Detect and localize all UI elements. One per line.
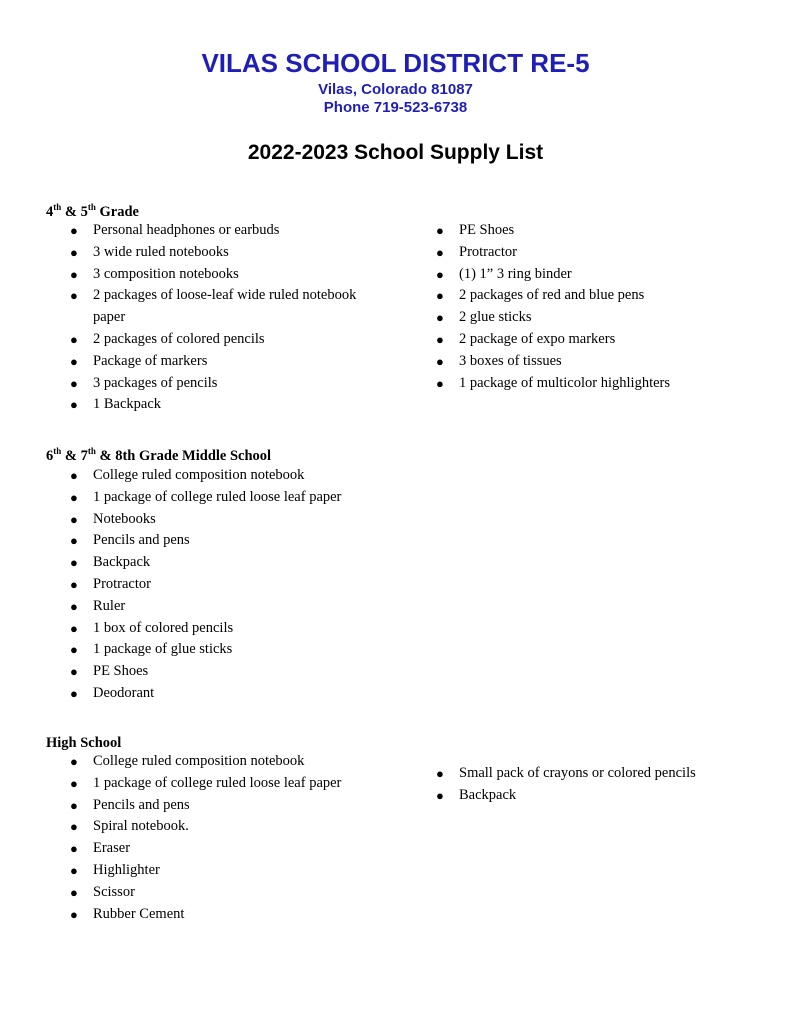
bullet-icon: ● xyxy=(436,288,444,304)
bullet-icon: ● xyxy=(70,841,78,857)
bullet-icon: ● xyxy=(70,223,78,238)
list-item: ● 2 packages of colored pencils xyxy=(70,329,390,351)
bullet-icon: ● xyxy=(70,468,78,483)
list-item: ● College ruled composition notebook xyxy=(70,465,390,487)
heading-superscript: th xyxy=(53,202,62,213)
bullet-icon: ● xyxy=(70,819,78,835)
list-item: ● 2 packages of loose-leaf wide ruled notebook paper xyxy=(70,287,357,326)
list-item: ● College ruled composition notebook xyxy=(70,751,390,773)
bullet-icon: ● xyxy=(436,266,444,282)
bullet-icon: ● xyxy=(70,288,78,304)
bullet-icon: ● xyxy=(70,555,78,571)
bullet-icon: ● xyxy=(70,620,78,636)
section-heading-high: High School xyxy=(46,735,122,751)
list-item: ● 2 glue sticks xyxy=(436,307,756,329)
page-title: 2022-2023 School Supply List xyxy=(247,141,544,164)
list-item: ● PE Shoes xyxy=(436,220,756,242)
list-item: ● 1 package of multicolor highlighters xyxy=(436,373,756,395)
bullet-icon: ● xyxy=(70,754,78,769)
list-item: ● Eraser xyxy=(70,838,390,860)
list-item: ● 1 package of college ruled loose leaf paper xyxy=(70,773,390,795)
list-item: ● Ruler xyxy=(70,596,390,618)
list-item: ● Package of markers xyxy=(70,351,390,373)
list-item: ● Pencils and pens xyxy=(70,795,390,817)
bullet-icon: ● xyxy=(70,244,78,260)
high-list-right xyxy=(436,763,756,807)
list-item: ● Personal headphones or earbuds xyxy=(70,220,390,242)
bullet-icon: ● xyxy=(436,375,444,391)
bullet-icon: ● xyxy=(70,533,78,549)
list-item: ● 3 wide ruled notebooks xyxy=(70,242,390,264)
list-item: ● 3 composition notebooks xyxy=(70,264,390,286)
bullet-icon: ● xyxy=(436,766,444,781)
bullet-icon: ● xyxy=(436,787,444,803)
district-phone: Phone 719-523-6738 xyxy=(323,99,468,116)
elementary-list-right xyxy=(436,220,756,394)
bullet-icon: ● xyxy=(70,266,78,282)
list-item: ● 1 Backpack xyxy=(70,394,390,416)
list-item: ● PE Shoes xyxy=(70,661,390,683)
high-list-left xyxy=(70,751,390,925)
bullet-icon: ● xyxy=(436,223,444,238)
section-heading-middle xyxy=(46,447,271,465)
bullet-icon: ● xyxy=(70,576,78,592)
bullet-icon: ● xyxy=(436,244,444,260)
list-item: ● Backpack xyxy=(436,785,756,807)
bullet-icon: ● xyxy=(70,664,78,680)
list-item: ● Protractor xyxy=(70,574,390,596)
list-item: ● 1 box of colored pencils xyxy=(70,618,390,640)
district-address: Vilas, Colorado 81087 xyxy=(318,81,473,98)
list-item: ● 3 packages of pencils xyxy=(70,373,390,395)
bullet-icon: ● xyxy=(70,685,78,701)
heading-text: 6 xyxy=(46,448,54,464)
list-item: ● Pencils and pens xyxy=(70,530,390,552)
list-item: ● Scissor xyxy=(70,882,390,904)
bullet-icon: ● xyxy=(70,884,78,900)
bullet-icon: ● xyxy=(70,598,78,614)
list-item: ● 2 packages of red and blue pens xyxy=(436,285,756,307)
bullet-icon: ● xyxy=(70,797,78,813)
middle-list xyxy=(70,465,390,705)
list-item: ● Small pack of crayons or colored pencils xyxy=(436,763,756,785)
bullet-icon: ● xyxy=(70,397,78,413)
bullet-icon: ● xyxy=(70,375,78,391)
heading-superscript: th xyxy=(87,446,96,457)
list-item: ● Highlighter xyxy=(70,860,390,882)
list-item: ● 1 package of college ruled loose leaf paper xyxy=(70,487,390,509)
list-item: ● 1 package of glue sticks xyxy=(70,639,390,661)
list-item: ● Rubber Cement xyxy=(70,904,390,926)
heading-text: & 5 xyxy=(61,204,88,220)
list-item: ● Spiral notebook. xyxy=(70,816,390,838)
bullet-icon: ● xyxy=(436,331,444,347)
list-item: ● Notebooks xyxy=(70,509,390,531)
bullet-icon: ● xyxy=(70,489,78,505)
bullet-icon: ● xyxy=(70,642,78,658)
heading-superscript: th xyxy=(53,446,62,457)
bullet-icon: ● xyxy=(70,511,78,527)
elementary-list-left xyxy=(70,220,390,416)
bullet-icon: ● xyxy=(70,331,78,347)
list-item: ● 2 package of expo markers xyxy=(436,329,756,351)
heading-text: & 8th Grade Middle School xyxy=(95,448,272,464)
bullet-icon: ● xyxy=(70,906,78,922)
list-item: ● 3 boxes of tissues xyxy=(436,351,756,373)
heading-superscript: th xyxy=(87,202,96,213)
list-item: ● Deodorant xyxy=(70,683,390,705)
heading-text: 4 xyxy=(46,204,54,220)
bullet-icon: ● xyxy=(436,310,444,326)
section-heading-elementary xyxy=(46,203,139,221)
list-item: ● (1) 1” 3 ring binder xyxy=(436,264,756,286)
bullet-icon: ● xyxy=(70,862,78,878)
list-item: ● Protractor xyxy=(436,242,756,264)
heading-text: & 7 xyxy=(61,448,88,464)
bullet-icon: ● xyxy=(436,353,444,369)
bullet-icon: ● xyxy=(70,775,78,791)
heading-text: Grade xyxy=(95,204,139,220)
bullet-icon: ● xyxy=(70,353,78,369)
list-item: ● Backpack xyxy=(70,552,390,574)
district-name: VILAS SCHOOL DISTRICT RE-5 xyxy=(201,48,590,78)
